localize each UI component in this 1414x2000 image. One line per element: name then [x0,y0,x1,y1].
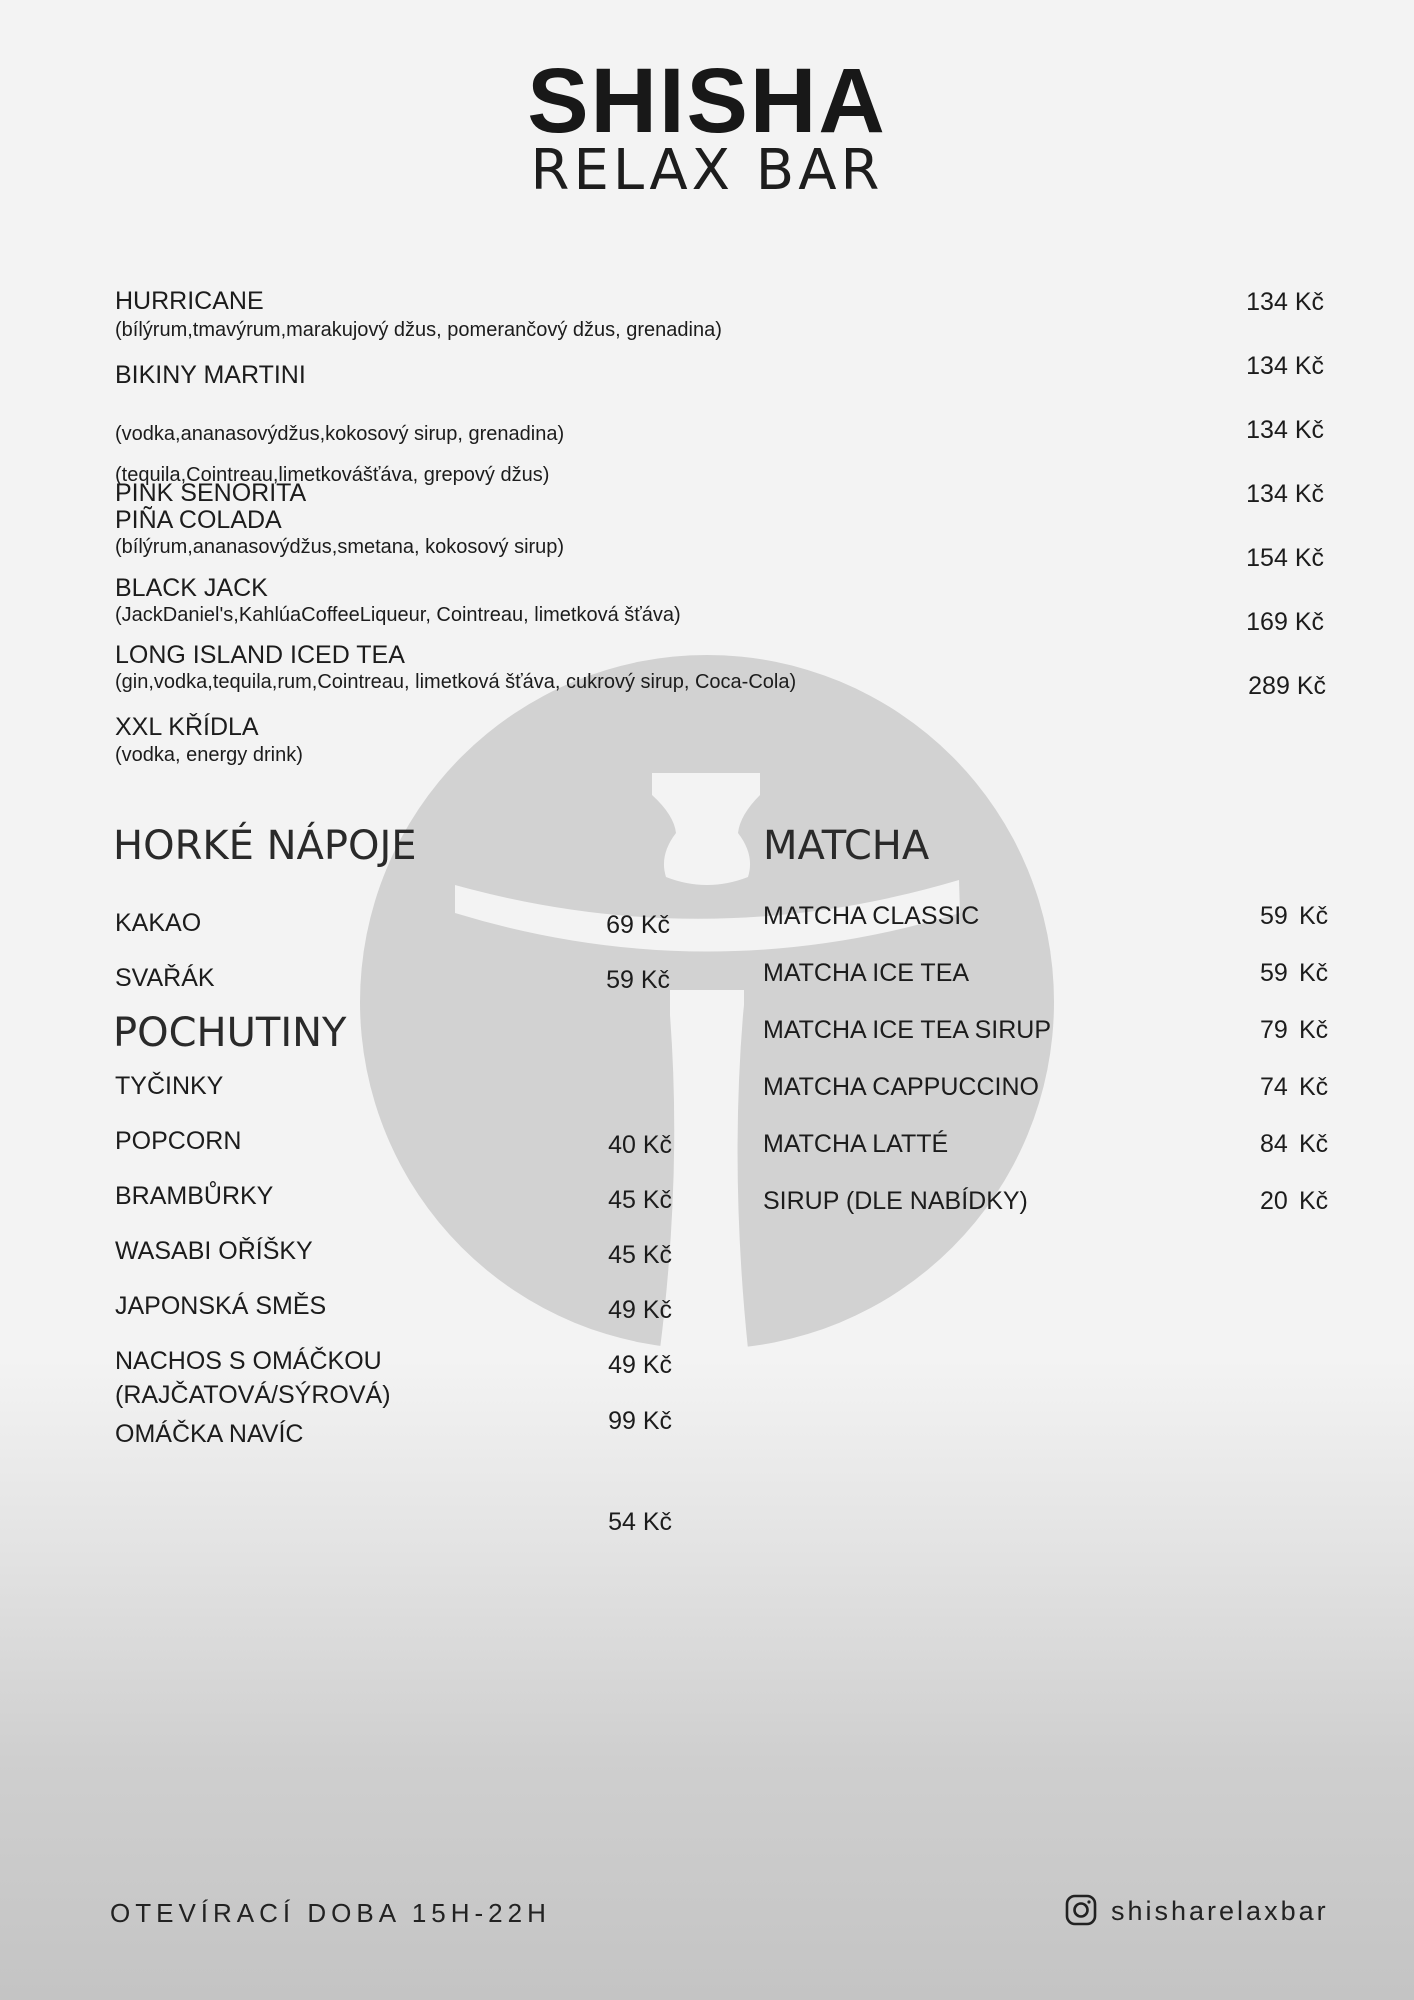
cocktail-price: 289 Kč [1248,672,1326,700]
matcha-currency: Kč [1299,902,1329,930]
snack-price: 40 Kč [608,1131,672,1159]
snack-name: TYČINKY [115,1072,224,1100]
cocktail-price: 134 Kč [1246,352,1324,380]
opening-hours: OTEVÍRACÍ DOBA 15H-22H [110,1898,551,1928]
hot-drink-price: 59 Kč [606,966,670,994]
matcha-name: SIRUP (DLE NABÍDKY) [763,1187,1028,1215]
cocktail-desc: (vodka,ananasovýdžus,kokosový sirup, grenadina) [115,423,565,445]
cocktail-name: PINK SENORITA [115,479,307,507]
snack-price: 45 Kč [608,1186,672,1214]
snack-price: 45 Kč [608,1241,672,1269]
matcha-name: MATCHA CLASSIC [763,902,980,930]
hot-drink-name: KAKAO [115,909,202,937]
cocktail-desc: (bílýrum,tmavýrum,marakujový džus, pomerančový džus, grenadina) [115,319,722,341]
cocktail-name: BIKINY MARTINI [115,361,306,389]
snack-price: 49 Kč [608,1296,672,1324]
cocktail-desc: (tequila,Cointreau,limetkovášťáva, grepový džus) [115,464,550,486]
cocktail-desc: (vodka, energy drink) [115,744,303,766]
snack-name: JAPONSKÁ SMĚS [115,1292,327,1320]
cocktail-name: HURRICANE [115,287,264,315]
snack-price: 99 Kč [608,1407,672,1435]
cocktail-price: 134 Kč [1246,288,1324,316]
matcha-currency: Kč [1299,1073,1329,1101]
matcha-currency: Kč [1299,1187,1329,1215]
shisha-watermark-icon [360,655,1054,1349]
snack-name: (RAJČATOVÁ/SÝROVÁ) [115,1381,391,1409]
matcha-name: MATCHA ICE TEA [763,959,970,987]
cocktail-price: 154 Kč [1246,544,1324,572]
hot-drinks-title: HORKÉ NÁPOJE [113,823,417,869]
snack-name: WASABI OŘÍŠKY [115,1237,313,1265]
cocktail-name: XXL KŘÍDLA [115,713,259,741]
matcha-currency: Kč [1299,959,1329,987]
cocktail-name: BLACK JACK [115,574,268,602]
cocktail-name: PIÑA COLADA [115,506,282,534]
matcha-name: MATCHA ICE TEA SIRUP [763,1016,1052,1044]
snack-name: BRAMBŮRKY [115,1182,274,1210]
matcha-amount: 84 [1260,1130,1288,1158]
snack-name: POPCORN [115,1127,242,1155]
snack-name: OMÁČKA NAVÍC [115,1420,304,1448]
logo-subtitle: RELAX BAR [530,138,884,203]
matcha-amount: 59 [1260,902,1288,930]
cocktail-desc: (JackDaniel's,KahlúaCoffeeLiqueur, Cointreau, limetková šťáva) [115,604,681,626]
instagram-handle[interactable]: shisharelaxbar [1111,1896,1329,1926]
instagram-icon [1065,1894,1097,1926]
matcha-amount: 20 [1260,1187,1288,1215]
cocktail-desc: (bílýrum,ananasovýdžus,smetana, kokosový sirup) [115,536,565,558]
matcha-name: MATCHA CAPPUCCINO [763,1073,1039,1101]
hot-drink-price: 69 Kč [606,911,670,939]
snack-name: NACHOS S OMÁČKOU [115,1347,382,1375]
matcha-name: MATCHA LATTÉ [763,1130,949,1158]
cocktail-name: LONG ISLAND ICED TEA [115,641,405,669]
matcha-amount: 74 [1260,1073,1288,1101]
snack-price: 49 Kč [608,1351,672,1379]
hot-drink-name: SVAŘÁK [115,964,215,992]
snacks-title: POCHUTINY [113,1010,347,1056]
matcha-currency: Kč [1299,1016,1329,1044]
cocktail-price: 134 Kč [1246,416,1324,444]
logo-title: SHISHA [527,50,887,152]
cocktail-desc: (gin,vodka,tequila,rum,Cointreau, limetková šťáva, cukrový sirup, Coca-Cola) [115,671,797,693]
matcha-amount: 79 [1260,1016,1288,1044]
matcha-amount: 59 [1260,959,1288,987]
matcha-currency: Kč [1299,1130,1329,1158]
matcha-title: MATCHA [763,823,930,869]
cocktail-price: 169 Kč [1246,608,1324,636]
cocktail-price: 134 Kč [1246,480,1324,508]
snack-price: 54 Kč [608,1508,672,1536]
